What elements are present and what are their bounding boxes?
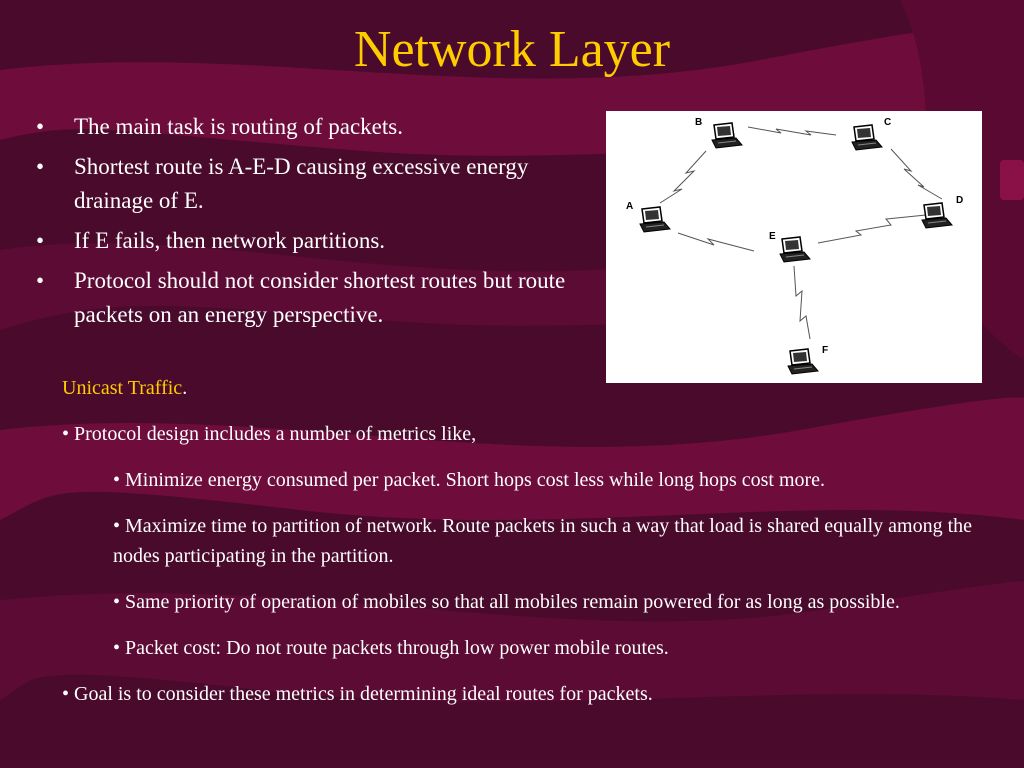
bullet-text: The main task is routing of packets. <box>74 114 403 139</box>
laptop-node-f-icon <box>788 349 818 374</box>
bullet-text: Protocol should not consider shortest routes but route packets on an energy perspective. <box>74 268 566 327</box>
node-label-a: A <box>626 201 634 212</box>
bullet-dot: • <box>36 154 45 179</box>
laptop-node-e-icon <box>780 237 810 262</box>
bullet-dot: • <box>36 228 45 253</box>
bullet-text: Shortest route is A-E-D causing excessive energy drainage of E. <box>74 154 529 213</box>
metric-item: • Maximize time to partition of network. Route packets in such a way that load is shared equally among the nodes participating in the partition. <box>113 515 973 567</box>
section-heading-line <box>62 373 1007 403</box>
bullet-item <box>36 264 586 332</box>
laptop-node-c-icon <box>852 125 882 150</box>
node-label-e: E <box>769 231 776 242</box>
metric-item: • Same priority of operation of mobiles so that all mobiles remain powered for as long as possible. <box>113 591 900 613</box>
laptop-node-a-icon <box>640 207 670 232</box>
node-label-c: C <box>884 117 892 128</box>
bullet-dot: • <box>36 268 45 293</box>
network-diagram <box>606 111 982 383</box>
section-heading-suffix: . <box>182 377 188 399</box>
slide-title: Network Layer <box>353 21 671 78</box>
node-label-d: D <box>956 195 964 206</box>
node-label-f: F <box>822 345 829 356</box>
metric-item: • Packet cost: Do not route packets through low power mobile routes. <box>113 637 669 659</box>
laptop-node-d-icon <box>922 203 952 228</box>
bullet-item <box>36 110 586 144</box>
bullet-dot: • <box>36 114 45 139</box>
node-label-b: B <box>695 117 703 128</box>
metrics-intro: • Protocol design includes a number of metrics like, <box>62 423 477 445</box>
bullet-list <box>36 110 586 338</box>
bullet-item <box>36 150 586 218</box>
laptop-node-b-icon <box>712 123 742 148</box>
section-heading: Unicast Traffic <box>62 377 183 399</box>
goal-statement: • Goal is to consider these metrics in determining ideal routes for packets. <box>62 683 653 705</box>
unicast-section <box>62 373 1007 709</box>
bullet-text: If E fails, then network partitions. <box>74 228 386 253</box>
bullet-item <box>36 224 586 258</box>
metric-item: • Minimize energy consumed per packet. Short hops cost less while long hops cost more. <box>113 469 826 491</box>
wireless-links <box>660 127 942 339</box>
